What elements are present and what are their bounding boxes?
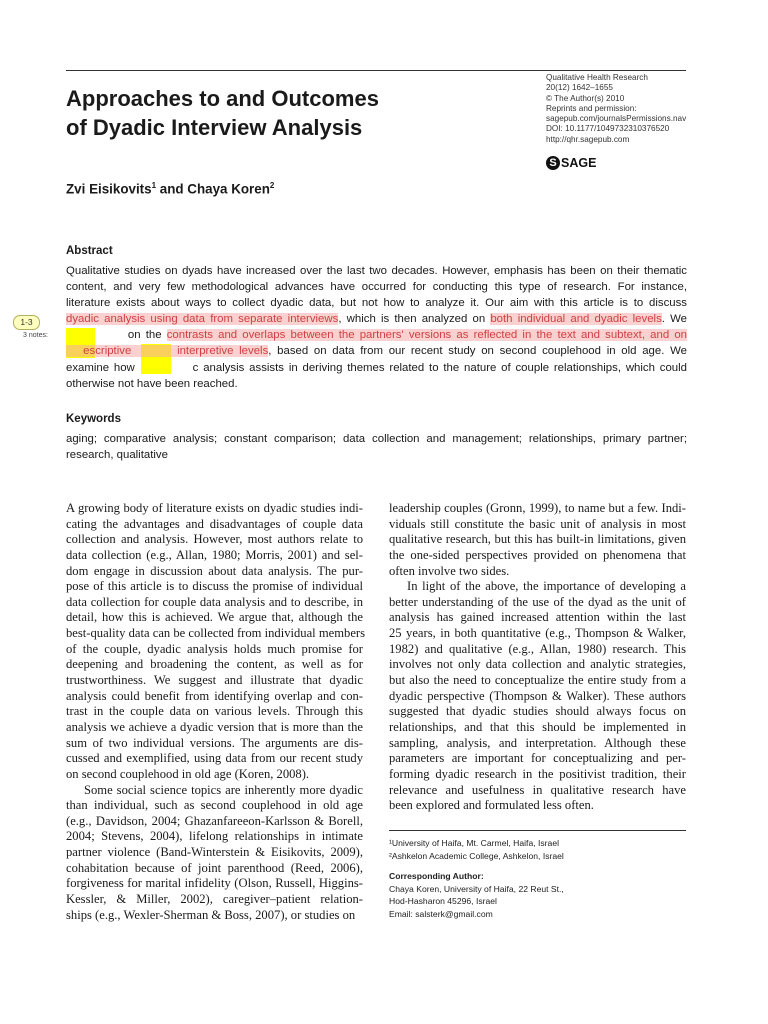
body-text-line: but also the need to conceptualize the entire study from a — [389, 673, 686, 688]
journal-copyright: © The Author(s) 2010 — [546, 93, 625, 103]
annotation-note-count[interactable]: 3 notes: — [23, 332, 48, 339]
body-text-line: partner violence (Band-Winterstein & Eisikovits, 2009), — [66, 845, 363, 860]
body-text-line: forming dyadic research in the positivist tradition, their — [389, 766, 686, 781]
highlight-separate-interviews[interactable]: dyadic analysis using data from separate interviews — [66, 313, 339, 326]
title-line-2: of Dyadic Interview Analysis — [66, 115, 363, 140]
body-text-line: Some social science topics are inherently more dyadic — [84, 782, 363, 797]
body-text-line: forgiveness for marital infidelity (Olson, Russell, Higgins- — [66, 876, 363, 891]
corresponding-author-line-1: Chaya Koren, University of Haifa, 22 Reut St., — [389, 883, 564, 894]
body-text-line: analysis has gained increased attention within the last — [389, 610, 686, 625]
body-text-line: detail, how this is achieved. We argue that, although the — [66, 610, 363, 625]
keywords-text — [66, 431, 687, 463]
body-text-line: relevance and usefulness in qualitative research have — [389, 782, 686, 797]
body-text-line: cussed and exemplified, using data from our recent study — [66, 751, 363, 766]
abstract-text — [66, 263, 687, 392]
abstract-line-1: Qualitative studies on dyads have increased over the last two decades. However, emphasis has been on their thematic — [66, 265, 687, 277]
body-text-line: sampling, analysis, and interpretation. Although these — [389, 735, 686, 750]
body-text-line: relationships, and that this should be implemented in — [389, 719, 686, 734]
body-text-line: qualitative research, but this has built-in limitations, given — [389, 532, 686, 547]
body-text-line: Kessler, & Miller, 2002), caregiver–patient relation- — [66, 892, 363, 907]
corresponding-author-email[interactable]: Email: salsterk@gmail.com — [389, 908, 493, 919]
body-text-line: sum of two individual versions. The arguments are dis- — [66, 735, 363, 750]
keywords-line-2: research, qualitative — [66, 449, 168, 462]
author-2: Chaya Koren — [187, 181, 270, 197]
body-text-line: better understanding of the use of the dyad as the unit of — [389, 594, 686, 609]
body-text-line: 2004; Stevens, 2004), lifelong relationships in intimate — [66, 829, 363, 844]
corresponding-author-line-2: Hod-Hasharon 45296, Israel — [389, 896, 497, 907]
body-text-line: viduals still constitute the basic unit of analysis in most — [389, 516, 686, 531]
keywords-heading: Keywords — [66, 413, 121, 425]
sage-mark-icon: S — [546, 156, 560, 170]
journal-url[interactable]: http://qhr.sagepub.com — [546, 134, 630, 144]
abstract-line-7: examine how c analysis assists in deriving themes related to the nature of couple relationships, which could — [66, 361, 687, 374]
header-rule — [66, 70, 686, 71]
body-text-line: dom engage in discussion about data analysis. The pur- — [66, 563, 363, 578]
author-2-affiliation: 2 — [269, 181, 275, 190]
author-line — [66, 181, 274, 196]
affiliation-2: ²Ashkelon Academic College, Ashkelon, Israel — [389, 850, 564, 861]
journal-permissions-link[interactable]: sagepub.com/journalsPermissions.nav — [546, 114, 687, 124]
abstract-line-2: content, and very few methodological advances have occurred for conducting this type of research. For instance, — [66, 281, 687, 294]
abstract-line-8: otherwise not have been reached. — [66, 377, 238, 390]
journal-doi[interactable]: DOI: 10.1177/1049732310376520 — [546, 124, 670, 134]
body-text-line: A growing body of literature exists on dyadic studies indi- — [66, 501, 363, 515]
body-column-left — [66, 501, 363, 923]
body-text-line: cohabitation because of joint parenthood (Reed, 2006), — [66, 860, 363, 875]
body-text-line: trustworthiness. We suggest and illustrate that dyadic — [66, 673, 363, 688]
body-column-right — [389, 501, 686, 814]
body-text-line: best-quality data can be collected from individual members — [66, 626, 365, 641]
author-1-affiliation: 1 — [151, 181, 157, 190]
highlight-individual-dyadic-levels[interactable]: both individual and dyadic levels — [490, 313, 662, 326]
body-text-line: often involve two sides. — [389, 563, 510, 578]
footnotes — [389, 837, 686, 921]
body-text-line: 25 years, in both quantitative (e.g., Thompson & Walker, — [389, 626, 686, 641]
sage-logo — [546, 156, 596, 170]
body-text-line: been explored and formulated less often. — [389, 798, 594, 813]
body-text-line: cating the advantages and disadvantages of couple data — [66, 516, 363, 531]
body-text-line: than individual, such as second couplehood in old age — [66, 798, 363, 813]
abstract-line-4: dyadic analysis using data from separate interviews, which is then analyzed on both individual and dyadic levels. We — [66, 313, 688, 326]
journal-reprints: Reprints and permission: — [546, 103, 637, 113]
abstract-line-5: on the contrasts and overlaps between the partners' versions as reflected in the text and subtext, and on — [66, 329, 688, 342]
annotation-badge[interactable]: 1-3 — [13, 315, 40, 330]
affiliation-1: ¹University of Haifa, Mt. Carmel, Haifa, Israel — [389, 838, 560, 848]
abstract-heading: Abstract — [66, 245, 113, 257]
footnote-rule — [389, 830, 686, 831]
body-text-line: on second couplehood in old age (Koren, 2008). — [66, 766, 310, 781]
corresponding-author-heading: Corresponding Author: — [389, 871, 484, 882]
journal-volume: 20(12) 1642–1655 — [546, 83, 613, 93]
journal-name: Qualitative Health Research — [546, 73, 648, 82]
body-text-line: data collection (e.g., Allan, 1980; Morris, 2001) and sel- — [66, 547, 363, 562]
highlight-interpretive-levels[interactable]: escriptive interpretive levels — [66, 345, 269, 358]
body-text-line: the one-sided perspectives provided on phenomena that — [389, 547, 686, 562]
body-text-line: (e.g., Davidson, 2004; Ghazanfareeon-Karlsson & Borell, — [66, 813, 363, 828]
body-text-line: involves not only data collection and analytic strategies, — [389, 657, 686, 672]
body-text-line: In light of the above, the importance of developing a — [407, 579, 686, 594]
body-text-line: collection and analysis. However, most authors relate to — [66, 532, 363, 547]
author-join: and — [156, 181, 188, 197]
journal-info — [546, 73, 746, 145]
body-text-line: trast in the couple data on various levels. Through this — [66, 704, 363, 719]
body-text-line: leadership couples (Gronn, 1999), to name but a few. Indi- — [389, 501, 686, 515]
body-text-line: ships (e.g., Wexler-Sherman & Boss, 2007), or studies on — [66, 907, 356, 922]
body-text-line: suggested that dyadic studies should always focus on — [389, 704, 686, 719]
body-text-line: of the couple, dyadic analysis holds much promise for — [66, 641, 363, 656]
keywords-line-1: aging; comparative analysis; constant comparison; data collection and management; relationships, primary partner; — [66, 433, 687, 445]
body-text-line: dyadic perspective (Thompson & Walker). These authors — [389, 688, 686, 703]
title-line-1: Approaches to and Outcomes — [66, 86, 379, 111]
article-title — [66, 84, 466, 142]
author-1: Zvi Eisikovits — [66, 181, 152, 197]
body-text-line: analysis could benefit from identifying overlap and con- — [66, 688, 363, 703]
body-text-line: pose of this article is to discuss the promise of individual — [66, 579, 363, 594]
body-text-line: data collection for couple data analysis and to describe, in — [66, 594, 363, 609]
abstract-line-6: escriptive interpretive levels, based on data from our recent study on second couplehood in old age. We — [66, 345, 687, 358]
body-text-line: analysis we achieve a dyadic version that is more than the — [66, 719, 363, 734]
body-text-line: parameters are important for conceptualizing and per- — [389, 751, 686, 766]
sage-wordmark: SAGE — [561, 156, 597, 170]
highlight-contrasts-overlaps[interactable]: contrasts and overlaps between the partners' versions as reflected in the text and subtext, and on — [166, 329, 688, 342]
body-text-line: 1982) and qualitative (e.g., Allan, 1980) research. This — [389, 641, 686, 656]
body-text-line: deepening and broadening the content, as well as for — [66, 657, 363, 672]
abstract-line-3: literature exists about ways to collect dyadic data, but not how to analyze it. Our aim with this article is to discuss — [66, 297, 687, 310]
